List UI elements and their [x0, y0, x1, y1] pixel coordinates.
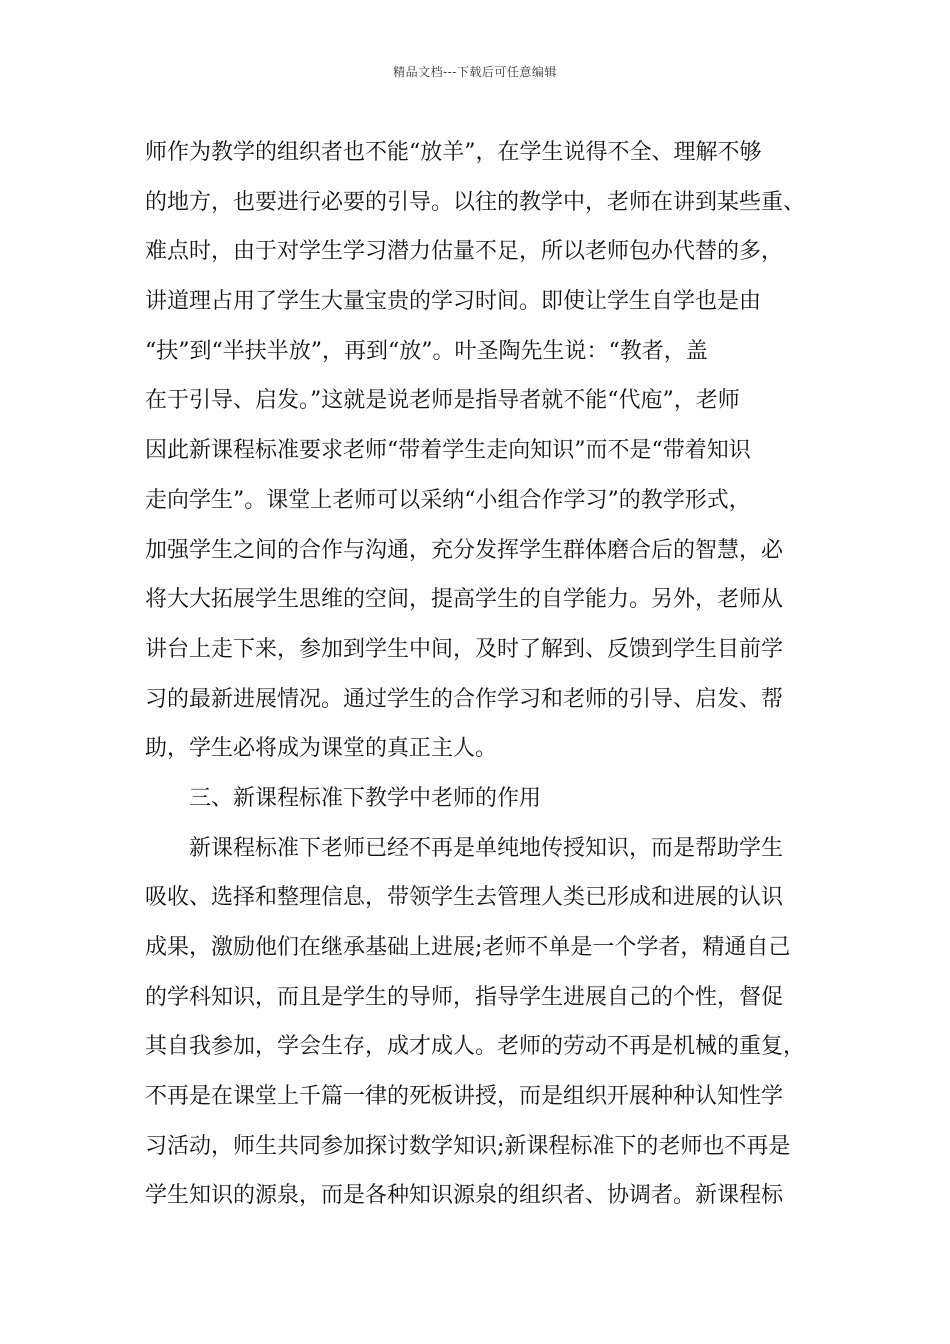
- text-line: 吸收、选择和整理信息，带领学生去管理人类已形成和进展的认识: [145, 885, 784, 911]
- text-line: 助，学生必将成为课堂的真正主人。: [145, 736, 498, 762]
- text-line: 将大大拓展学生思维的空间，提高学生的自学能力。另外，老师从: [145, 587, 784, 613]
- text-line: 新课程标准下老师已经不再是单纯地传授知识，而是帮助学生: [189, 835, 784, 861]
- document-body: [145, 128, 825, 1221]
- text-line: “扶”到“半扶半放”，再到“放”。叶圣陶先生说：“教者，盖: [145, 338, 708, 364]
- section-heading: 三、新课程标准下教学中老师的作用: [189, 785, 542, 811]
- text-line: 习的最新进展情况。通过学生的合作学习和老师的引导、启发、帮: [145, 686, 784, 712]
- text-line: 学生知识的源泉，而是各种知识源泉的组织者、协调者。新课程标: [145, 1183, 784, 1209]
- text-line: 成果，激励他们在继承基础上进展;老师不单是一个学者，精通自己: [145, 935, 791, 960]
- text-line: 的地方，也要进行必要的引导。以往的教学中，老师在讲到某些重、: [145, 189, 806, 215]
- text-line: 难点时，由于对学生学习潜力估量不足，所以老师包办代替的多，: [145, 239, 784, 265]
- text-line: 其自我参加，学会生存，成才成人。老师的劳动不再是机械的重复，: [145, 1034, 806, 1060]
- text-line: 习活动，师生共同参加探讨数学知识;新课程标准下的老师也不再是: [145, 1133, 791, 1159]
- text-line: 在于引导、启发。”这就是说老师是指导者就不能“代庖”，老师: [145, 388, 740, 414]
- text-line: 因此新课程标准要求老师“带着学生走向知识”而不是“带着知识: [145, 438, 751, 464]
- text-line: 加强学生之间的合作与沟通，充分发挥学生群体磨合后的智慧，必: [145, 537, 784, 563]
- page-header: 精品文档---下载后可任意编辑: [393, 65, 557, 79]
- text-line: 不再是在课堂上千篇一律的死板讲授，而是组织开展种种认知性学: [145, 1084, 784, 1110]
- text-line: 走向学生”。课堂上老师可以采纳“小组合作学习”的教学形式，: [145, 487, 751, 513]
- text-line: 师作为教学的组织者也不能“放羊”，在学生说得不全、理解不够: [145, 140, 762, 165]
- text-line: 的学科知识，而且是学生的导师，指导学生进展自己的个性，督促: [145, 984, 784, 1010]
- text-line: 讲道理占用了学生大量宝贵的学习时间。即使让学生自学也是由: [145, 289, 762, 315]
- text-line: 讲台上走下来，参加到学生中间，及时了解到、反馈到学生目前学: [145, 636, 784, 662]
